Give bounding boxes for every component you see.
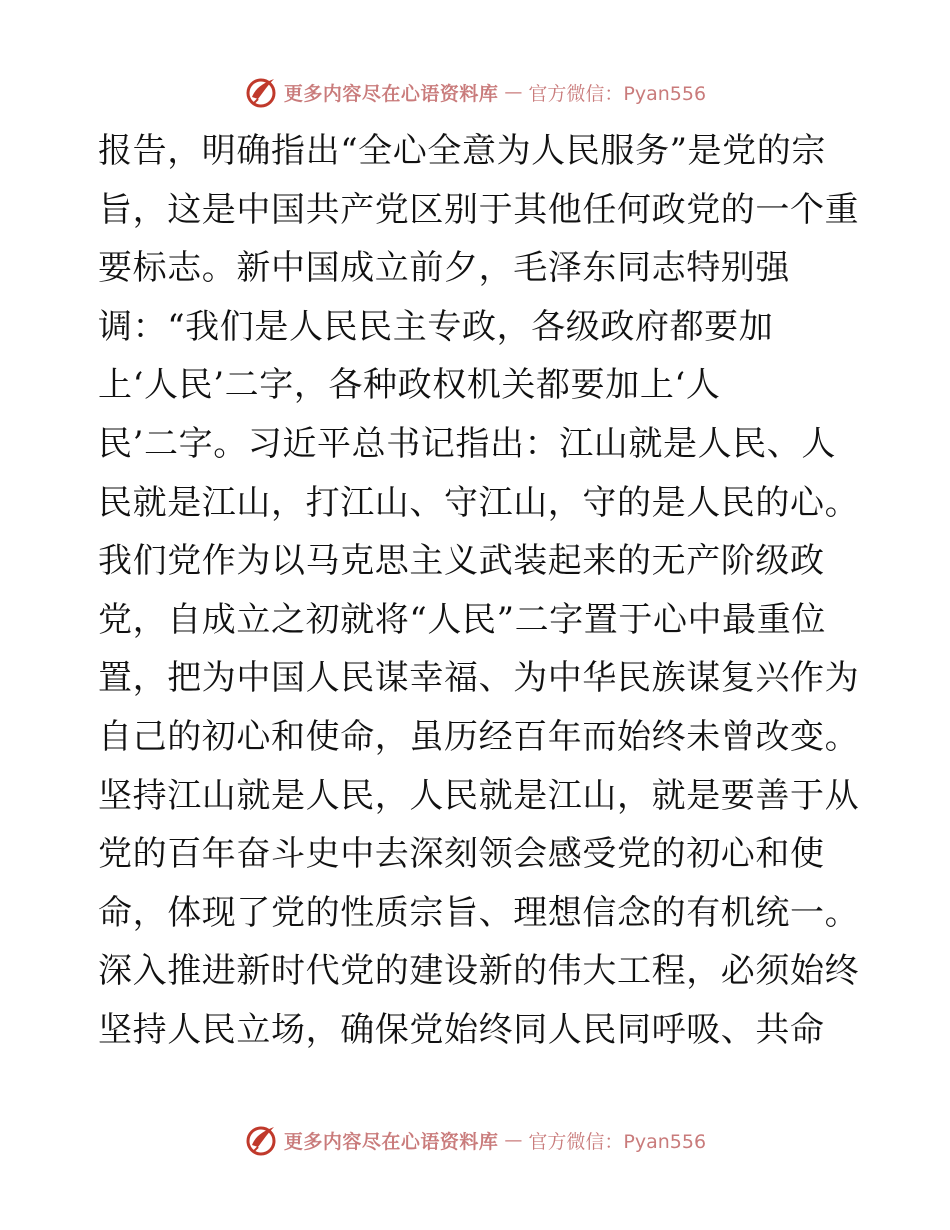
body-line: 民就是江山，打江山、守江山，守的是人民的心。 [98,482,860,523]
body-line: 党的百年奋斗史中去深刻领会感受党的初心和使 [98,834,825,875]
pen-logo-icon [244,1123,278,1157]
body-line: 深入推进新时代党的建设新的伟大工程，必须始终 [98,951,860,992]
body-line: 我们党作为以马克思主义武装起来的无产阶级政 [98,541,825,582]
body-line: 自己的初心和使命，虽历经百年而始终未曾改变。 [98,716,860,757]
body-line: 上‘人民’二字，各种政权机关都要加上‘人 [98,365,721,406]
header-wechat-text: 官方微信：Pyan556 [528,82,707,105]
footer-wechat-text: 官方微信：Pyan556 [528,1130,707,1153]
body-line: 旨，这是中国共产党区别于其他任何政党的一个重 [98,189,860,230]
body-line: 报告，明确指出“全心全意为人民服务”是党的宗 [98,131,826,171]
body-line: 民’二字。习近平总书记指出：江山就是人民、人 [98,423,837,464]
body-line: 党，自成立之初就将“人民”二字置于心中最重位 [98,599,826,640]
body-line: 要标志。新中国成立前夕，毛泽东同志特别强 [98,248,790,289]
body-line: 坚持江山就是人民，人民就是江山，就是要善于从 [98,775,860,816]
footer-separator: — [504,1129,523,1151]
footer-site-text: 更多内容尽在心语资料库 [283,1130,499,1153]
body-line: 命，体现了党的性质宗旨、理想信念的有机统一。 [98,892,860,933]
body-line: 调：“我们是人民民主专政，各级政府都要加 [98,306,774,347]
header-banner [0,72,950,112]
header-separator: — [504,81,523,103]
body-line: 置，把为中国人民谋幸福、为中华民族谋复兴作为 [98,658,860,699]
footer-banner [0,1120,950,1160]
header-site-text: 更多内容尽在心语资料库 [283,82,499,105]
pen-logo-icon [244,75,278,109]
document-body [98,122,858,1060]
body-line: 坚持人民立场，确保党始终同人民同呼吸、共命 [98,1009,825,1050]
